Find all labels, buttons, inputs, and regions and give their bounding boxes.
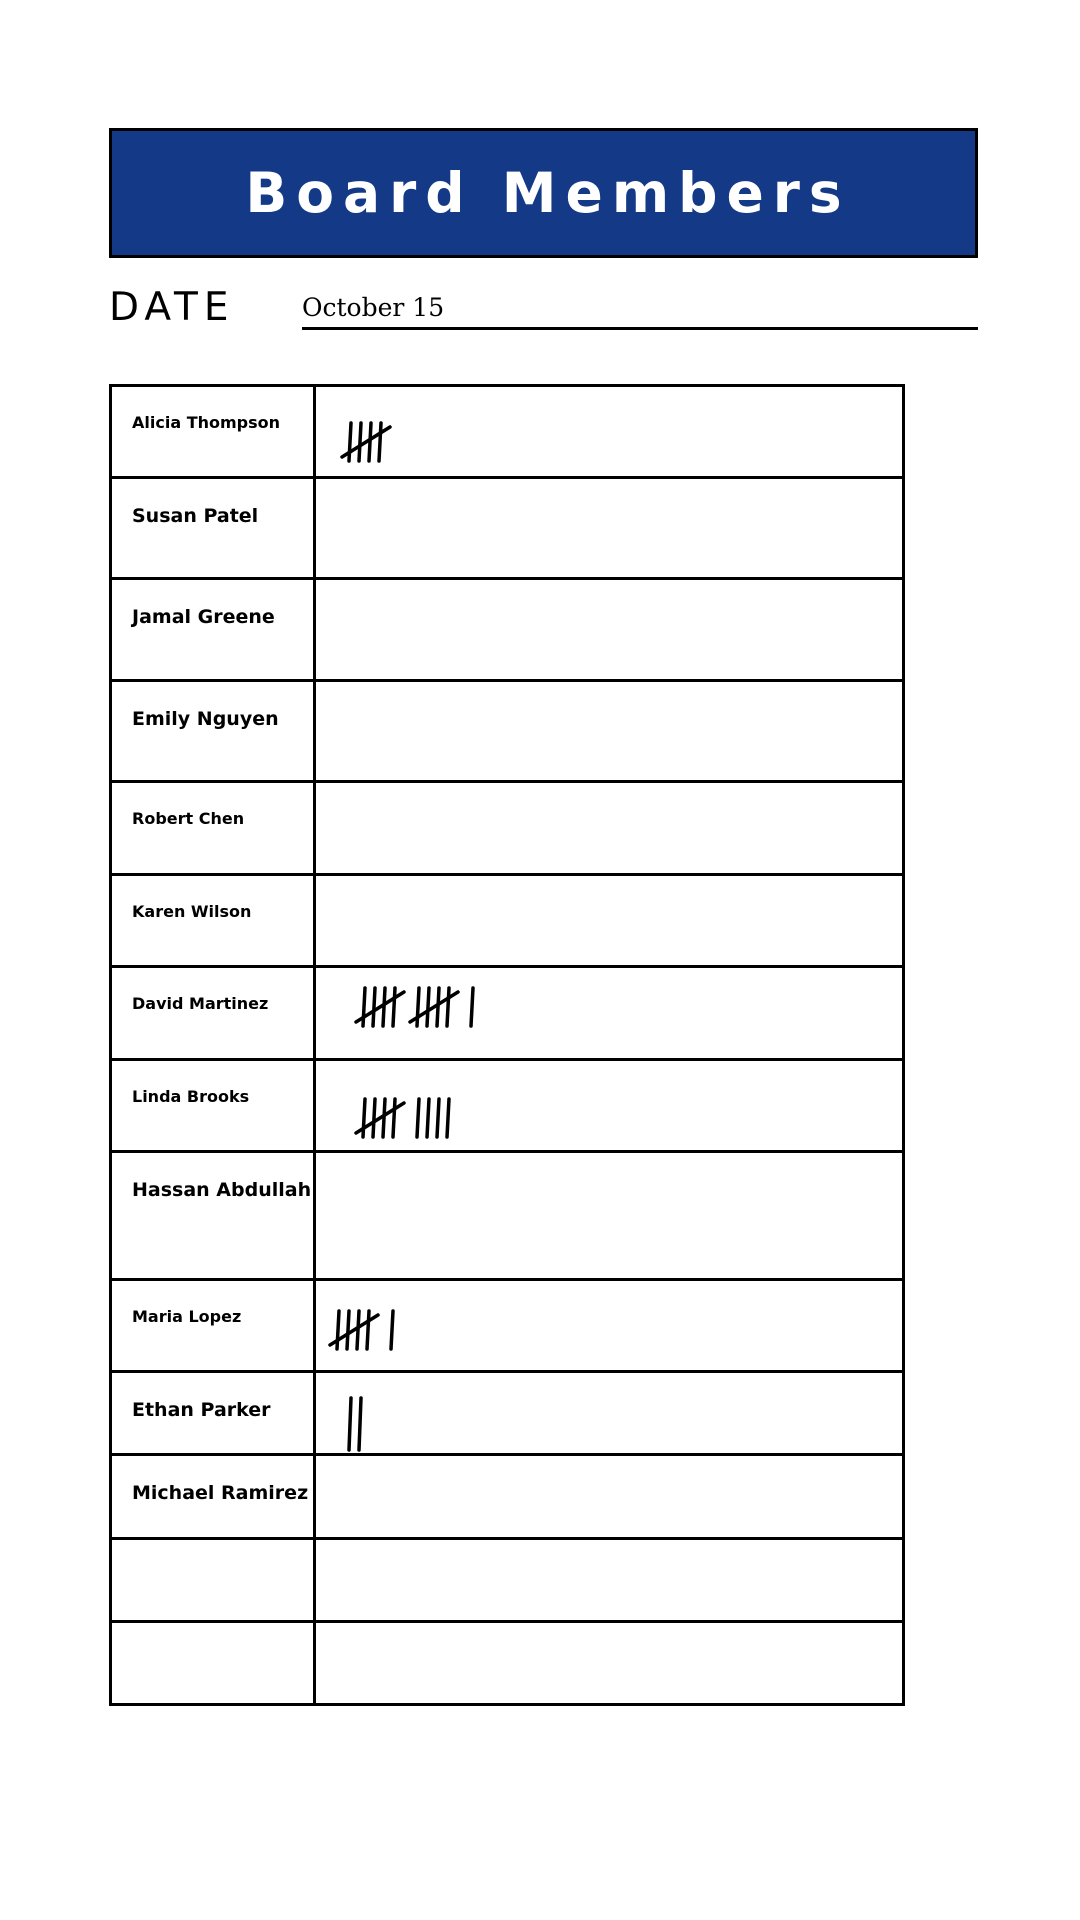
tally-stroke — [393, 988, 395, 1026]
tally-marks — [316, 387, 902, 476]
member-name: Emily Nguyen — [132, 707, 279, 730]
tally-stroke — [367, 1311, 369, 1349]
member-name: Linda Brooks — [132, 1086, 250, 1106]
member-name-cell — [112, 968, 316, 1058]
member-name: David Martinez — [132, 994, 269, 1014]
member-name-cell — [112, 1373, 316, 1453]
tally-stroke — [391, 1311, 393, 1349]
tally-marks — [316, 1373, 902, 1453]
table-row — [112, 682, 902, 784]
date-label: DATE — [109, 285, 235, 330]
member-name-cell — [112, 387, 316, 476]
table-row — [112, 580, 902, 682]
member-name-cell — [112, 783, 316, 873]
tally-cell — [316, 479, 902, 578]
member-name: Susan Patel — [132, 504, 259, 527]
tally-stroke — [437, 1099, 439, 1137]
tally-stroke — [349, 423, 351, 461]
date-underline — [302, 327, 978, 330]
member-name: Hassan Abdullah — [132, 1179, 312, 1202]
tally-cell — [316, 1456, 902, 1537]
tally-stroke — [359, 423, 361, 461]
tally-stroke — [447, 1099, 449, 1137]
member-name-cell — [112, 1153, 316, 1277]
member-name-cell — [112, 1540, 316, 1621]
member-name: Alicia Thompson — [132, 413, 281, 432]
header-banner — [109, 128, 978, 258]
tally-stroke — [373, 1099, 375, 1137]
tally-stroke — [363, 988, 365, 1026]
table-row — [112, 1623, 902, 1703]
table-row — [112, 1540, 902, 1624]
tally-cell — [316, 1623, 902, 1703]
table-row — [112, 968, 902, 1061]
tally-stroke — [347, 1311, 349, 1349]
member-name: Maria Lopez — [132, 1306, 242, 1326]
member-name: Jamal Greene — [132, 606, 275, 629]
tally-table — [109, 384, 905, 1706]
tally-stroke — [393, 1099, 395, 1137]
member-name: Karen Wilson — [132, 901, 252, 921]
tally-marks — [316, 1061, 902, 1151]
member-name-cell — [112, 1281, 316, 1371]
tally-marks — [316, 968, 902, 1058]
member-name: Michael Ramirez — [132, 1482, 309, 1505]
tally-marks — [316, 1281, 902, 1371]
table-row — [112, 1153, 902, 1280]
tally-stroke — [373, 988, 375, 1026]
tally-stroke — [349, 1398, 351, 1450]
tally-cell — [316, 1540, 902, 1621]
date-value: October 15 — [302, 293, 445, 322]
table-row — [112, 1281, 902, 1374]
table-row — [112, 1061, 902, 1154]
table-row — [112, 876, 902, 969]
tally-cell — [316, 682, 902, 781]
table-row — [112, 479, 902, 581]
tally-cell — [316, 387, 902, 476]
member-name: Robert Chen — [132, 809, 245, 829]
tally-stroke — [427, 1099, 429, 1137]
table-row — [112, 783, 902, 876]
tally-stroke — [363, 1099, 365, 1137]
tally-stroke — [417, 988, 419, 1026]
tally-cell — [316, 783, 902, 873]
tally-cell — [316, 1153, 902, 1277]
tally-stroke — [471, 988, 473, 1026]
tally-stroke — [417, 1099, 419, 1137]
tally-cell — [316, 1061, 902, 1151]
table-row — [112, 1373, 902, 1456]
tally-cell — [316, 876, 902, 966]
tally-stroke — [447, 988, 449, 1026]
member-name-cell — [112, 1456, 316, 1537]
tally-cell — [316, 968, 902, 1058]
page-title: Board Members — [245, 161, 851, 225]
member-name-cell — [112, 876, 316, 966]
tally-stroke — [359, 1398, 361, 1450]
member-name-cell — [112, 1061, 316, 1151]
table-row — [112, 1456, 902, 1540]
member-name-cell — [112, 682, 316, 781]
member-name-cell — [112, 1623, 316, 1703]
member-name-cell — [112, 580, 316, 679]
tally-stroke — [427, 988, 429, 1026]
member-name-cell — [112, 479, 316, 578]
tally-cell — [316, 580, 902, 679]
tally-cell — [316, 1281, 902, 1371]
tally-cell — [316, 1373, 902, 1453]
tally-stroke — [379, 423, 381, 461]
tally-stroke — [337, 1311, 339, 1349]
member-name: Ethan Parker — [132, 1399, 271, 1422]
table-row — [112, 387, 902, 479]
